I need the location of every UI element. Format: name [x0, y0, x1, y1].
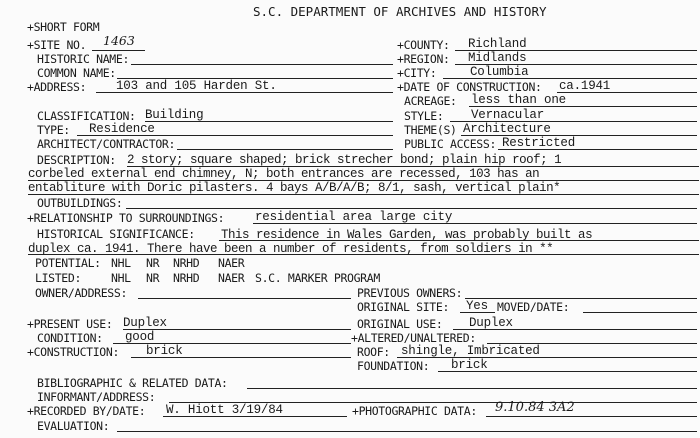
potential-nrhd: NRHD	[173, 256, 200, 270]
style-value: Vernacular	[471, 108, 545, 122]
address-label: +ADDRESS:	[27, 80, 87, 94]
region-value: Midlands	[468, 51, 527, 65]
potential-label: POTENTIAL:	[35, 256, 101, 270]
style-label: STYLE:	[404, 109, 444, 123]
site-no-value: 1463	[103, 33, 135, 48]
roof-value: shingle, Imbricated	[401, 344, 540, 358]
condition-label: CONDITION:	[37, 331, 103, 345]
original-site-value: Yes	[466, 299, 488, 313]
altered-label: +ALTERED/UNALTERED:	[351, 331, 476, 345]
short-form-label: +SHORT FORM	[27, 20, 100, 34]
classification-value: Building	[145, 108, 204, 122]
condition-value: good	[125, 330, 155, 344]
evaluation-line	[117, 431, 697, 432]
county-value: Richland	[468, 37, 527, 51]
outbuildings-label: OUTBUILDINGS:	[37, 196, 123, 210]
significance-text-2: duplex ca. 1941. There have been a number of residents, from soldiers in **	[28, 242, 554, 256]
county-label: +COUNTY:	[397, 38, 450, 52]
architect-line	[177, 149, 393, 150]
bibliographic-line	[247, 388, 697, 389]
informant-label: INFORMANT/ADDRESS:	[37, 390, 156, 404]
date-of-construction-value: ca.1941	[559, 79, 611, 93]
potential-nr: NR	[146, 256, 160, 270]
outbuildings-line	[126, 208, 697, 209]
city-label: +CITY:	[397, 66, 437, 80]
description-text-1: 2 story; square shaped; brick strecher bond; plain hip roof; 1	[127, 153, 562, 167]
original-use-label: ORIGINAL USE:	[357, 317, 443, 331]
owner-address-line	[138, 298, 351, 299]
photographic-data-label: +PHOTOGRAPHIC DATA:	[352, 404, 477, 418]
present-use-label: +PRESENT USE:	[27, 317, 113, 331]
site-no-label: +SITE NO.	[27, 38, 87, 52]
significance-text-1: This residence in Wales Garden, was probably built as	[221, 228, 593, 242]
listed-naer: NAER	[218, 271, 245, 285]
acreage-value: less than one	[471, 93, 566, 107]
site-no-line	[92, 50, 145, 51]
address-value: 103 and 105 Harden St.	[116, 79, 277, 93]
public-access-label: PUBLIC ACCESS:	[404, 137, 497, 151]
form-title: S.C. DEPARTMENT OF ARCHIVES AND HISTORY	[253, 4, 547, 19]
historic-name-line	[131, 64, 393, 65]
photographic-data-line	[486, 416, 697, 417]
historical-significance-label: HISTORICAL SIGNIFICANCE:	[37, 227, 195, 241]
previous-owners-line	[465, 298, 697, 299]
recorded-by-label: +RECORDED BY/DATE:	[27, 404, 146, 418]
construction-label: +CONSTRUCTION:	[27, 345, 120, 359]
moved-date-line	[583, 312, 697, 313]
listed-nhl: NHL	[111, 271, 131, 285]
description-text-3: entabliture with Doric pilasters. 4 bays A/B/A/B; 8/1, sash, vertical plain*	[28, 181, 561, 195]
relationship-label: +RELATIONSHIP TO SURROUNDINGS:	[27, 211, 225, 225]
potential-nhl: NHL	[111, 256, 131, 270]
description-text-2: corbeled external end chimney, N; both entrances are recessed, 103 has an	[28, 167, 540, 181]
moved-date-label: MOVED/DATE:	[497, 300, 570, 314]
recorded-by-value: W. Hiott 3/19/84	[166, 403, 283, 417]
common-name-label: COMMON NAME:	[37, 66, 116, 80]
original-use-value: Duplex	[469, 316, 513, 330]
classification-label: CLASSIFICATION:	[37, 109, 136, 123]
acreage-label: ACREAGE:	[404, 94, 457, 108]
historic-name-label: HISTORIC NAME:	[37, 52, 130, 66]
roof-label: ROOF:	[357, 345, 390, 359]
sc-marker-program: S.C. MARKER PROGRAM	[255, 271, 380, 285]
listed-nrhd: NRHD	[173, 271, 200, 285]
potential-naer: NAER	[218, 256, 245, 270]
city-value: Columbia	[470, 65, 529, 79]
listed-label: LISTED:	[35, 271, 82, 285]
photographic-data-value: 9.10.84 3A2	[495, 400, 575, 415]
bibliographic-label: BIBLIOGRAPHIC & RELATED DATA:	[37, 376, 228, 390]
themes-label: THEME(S)	[404, 123, 457, 137]
foundation-value: brick	[451, 358, 488, 372]
date-of-construction-label: +DATE OF CONSTRUCTION:	[397, 80, 542, 94]
architect-label: ARCHITECT/CONTRACTOR:	[37, 137, 176, 151]
listed-nr: NR	[146, 271, 160, 285]
relationship-value: residential area large city	[255, 210, 453, 224]
construction-value: brick	[146, 344, 183, 358]
previous-owners-label: PREVIOUS OWNERS:	[357, 286, 463, 300]
foundation-label: FOUNDATION:	[357, 359, 430, 373]
themes-value: Architecture	[463, 122, 551, 136]
description-label: DESCRIPTION:	[37, 153, 116, 167]
region-label: +REGION:	[397, 52, 450, 66]
type-value: Residence	[89, 122, 155, 136]
type-label: TYPE:	[37, 123, 70, 137]
public-access-value: Restricted	[502, 136, 576, 150]
owner-address-label: OWNER/ADDRESS:	[35, 286, 128, 300]
original-site-label: ORIGINAL SITE:	[357, 300, 450, 314]
evaluation-label: EVALUATION:	[37, 419, 110, 433]
present-use-value: Duplex	[123, 316, 167, 330]
